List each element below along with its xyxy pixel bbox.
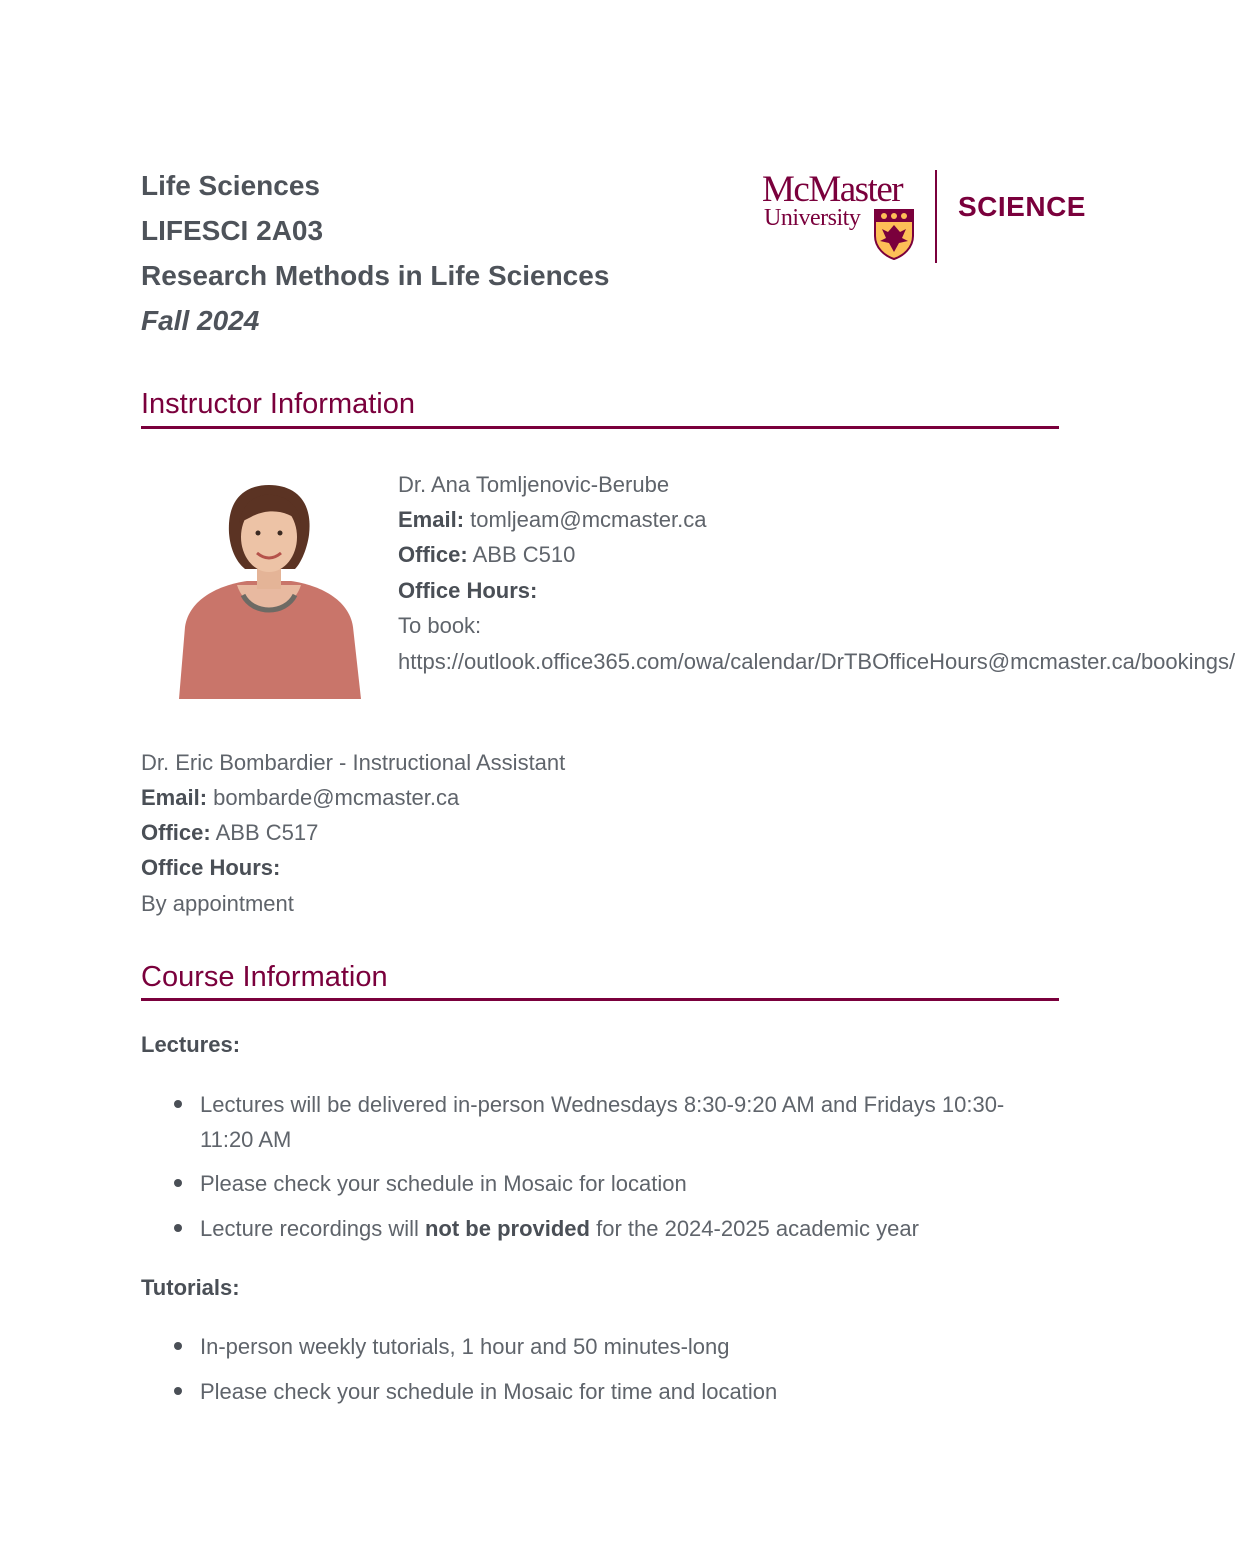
assistant-email[interactable]: bombarde@mcmaster.ca xyxy=(213,785,460,810)
assistant-office-hours-row xyxy=(141,854,280,882)
lectures-label: Lectures: xyxy=(141,1032,241,1057)
list-item xyxy=(174,1374,1064,1409)
assistant-name: Dr. Eric Bombardier - Instructional Assistant xyxy=(141,750,566,775)
instructor-office-row xyxy=(398,541,575,569)
bullet-icon xyxy=(174,1224,182,1232)
tutorial-location-note: Please check your schedule in Mosaic for time and location xyxy=(200,1379,778,1404)
assistant-office-label: Office: xyxy=(141,820,211,845)
course-information-heading: Course Information xyxy=(141,961,388,993)
course-code: LIFESCI 2A03 xyxy=(141,215,324,246)
tutorial-format-note: In-person weekly tutorials, 1 hour and 50 minutes-long xyxy=(200,1334,730,1359)
bullet-icon xyxy=(174,1387,182,1395)
instructor-email-label: Email: xyxy=(398,507,465,532)
instructor-office-label: Office: xyxy=(398,542,468,567)
instructor-booking-prefix: To book: xyxy=(398,613,482,638)
logo-wordmark-university: University xyxy=(764,205,861,231)
instructor-office-hours-label: Office Hours: xyxy=(398,578,538,603)
lecture-schedule-line2: 11:20 AM xyxy=(200,1127,292,1152)
instructor-email-row xyxy=(398,506,706,534)
lecture-recordings-note: Lecture recordings will not be provided for the 2024-2025 academic year xyxy=(200,1216,919,1241)
assistant-email-row xyxy=(141,784,459,812)
course-title: Research Methods in Life Sciences xyxy=(141,260,610,291)
bullet-icon xyxy=(174,1342,182,1350)
logo-divider xyxy=(935,170,937,263)
instructor-office-hours-row xyxy=(398,577,537,605)
assistant-office-row xyxy=(141,819,318,847)
section-divider xyxy=(141,426,1059,429)
subject-title: Life Sciences xyxy=(141,170,320,201)
section-divider xyxy=(141,998,1059,1001)
list-item xyxy=(174,1211,1064,1246)
assistant-office: ABB C517 xyxy=(215,820,319,845)
instructor-email[interactable]: tomljeam@mcmaster.ca xyxy=(470,507,707,532)
instructor-information-heading: Instructor Information xyxy=(141,388,415,420)
tutorials-label: Tutorials: xyxy=(141,1275,240,1300)
bullet-icon xyxy=(174,1100,182,1108)
assistant-email-label: Email: xyxy=(141,785,208,810)
bullet-icon xyxy=(174,1179,182,1187)
course-term: Fall 2024 xyxy=(141,305,260,336)
list-item xyxy=(174,1166,1064,1201)
assistant-office-hours-label: Office Hours: xyxy=(141,855,281,880)
lecture-schedule-line1: Lectures will be delivered in-person Wednesdays 8:30-9:20 AM and Fridays 10:30- xyxy=(200,1092,1005,1117)
assistant-office-hours: By appointment xyxy=(141,891,294,916)
list-item xyxy=(174,1329,1064,1364)
mcmaster-science-logo xyxy=(762,169,1086,265)
list-item xyxy=(174,1087,1064,1157)
lecture-location-note: Please check your schedule in Mosaic for location xyxy=(200,1171,687,1196)
instructor-office: ABB C510 xyxy=(472,542,576,567)
logo-faculty-science: SCIENCE xyxy=(958,191,1086,222)
crest-icon xyxy=(873,208,915,260)
logo-wordmark-mcmaster: McMaster xyxy=(762,169,903,210)
instructor-photo xyxy=(177,467,361,699)
instructor-name: Dr. Ana Tomljenovic-Berube xyxy=(398,472,670,497)
instructor-booking-link[interactable]: https://outlook.office365.com/owa/calendar/DrTBOfficeHours@mcmaster.ca/bookings/ xyxy=(398,649,1235,674)
